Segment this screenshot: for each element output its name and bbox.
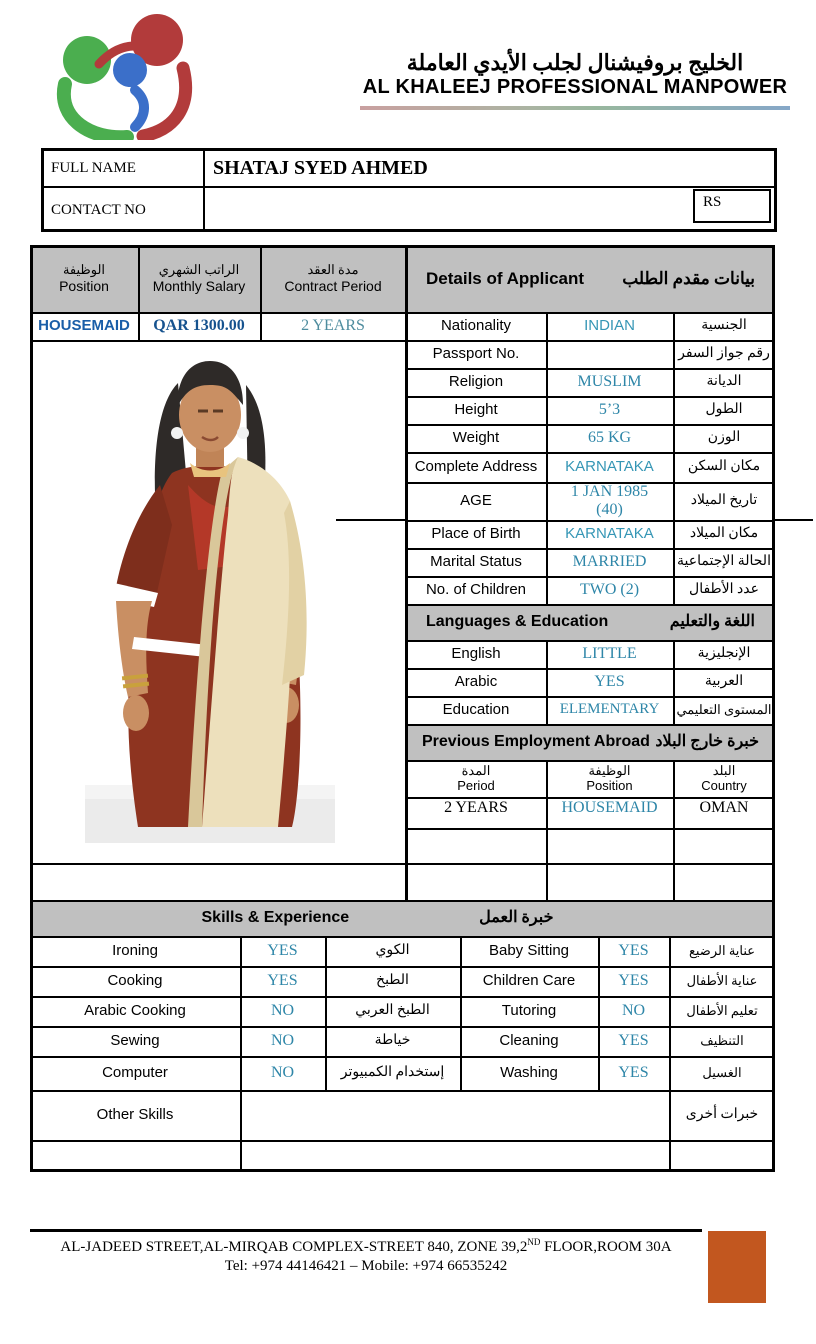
detail-label: Height <box>454 401 498 419</box>
detail-label-ar: مكان السكن <box>687 458 761 474</box>
education-value: ELEMENTARY <box>559 701 660 718</box>
detail-label-ar: الحالة الإجتماعية <box>677 553 771 569</box>
footer-orange-block <box>708 1231 766 1303</box>
skill-value: YES <box>267 971 298 989</box>
skill-value: NO <box>270 1063 295 1081</box>
skill-label-ar: إستخدام الكمبيوتر <box>340 1064 445 1080</box>
skill-value: NO <box>270 1031 295 1049</box>
footer-address-line: AL-JADEED STREET,AL-MIRQAB COMPLEX-STREET 840, ZONE 39,2ND FLOOR,ROOM 30A <box>60 1236 672 1255</box>
detail-label: Place of Birth <box>431 525 521 543</box>
detail-label-ar: رقم جواز السفر <box>678 345 770 361</box>
detail-label-ar: عدد الأطفال <box>689 581 759 597</box>
skill-label: Cleaning <box>499 1032 559 1050</box>
salary-header: الراتب الشهري Monthly Salary <box>152 261 246 294</box>
employment-col-position: الوظيفة Position <box>586 762 633 793</box>
education-label-ar: المستوى التعليمي <box>676 701 772 717</box>
agency-title-block <box>360 38 790 122</box>
employment-col-period: المدة Period <box>457 762 495 793</box>
skill-label-ar: عناية الأطفال <box>686 972 758 988</box>
employment-country: OMAN <box>699 799 749 816</box>
skills-header: Skills & Experience خبرة العمل <box>201 908 554 926</box>
language-label: English <box>451 645 501 663</box>
name-table-col-divider <box>203 148 205 232</box>
language-label-ar: الإنجليزية <box>697 645 751 661</box>
skill-label: Cooking <box>107 972 163 990</box>
detail-value: 5’3 <box>598 400 621 418</box>
detail-value: KARNATAKA <box>565 525 654 543</box>
detail-label: No. of Children <box>425 581 527 599</box>
language-label: Arabic <box>454 673 498 691</box>
skill-label: Ironing <box>112 942 158 960</box>
skill-label: Baby Sitting <box>488 942 570 960</box>
skill-value: YES <box>618 971 649 989</box>
skill-value: YES <box>618 1063 649 1081</box>
detail-label-ar: مكان الميلاد <box>689 525 759 541</box>
details-header: Details of Applicant بيانات مقدم الطلب <box>426 268 755 288</box>
full-name-value: SHATAJ SYED AHMED <box>213 156 428 179</box>
detail-label: Weight <box>452 429 500 447</box>
detail-value: INDIAN <box>584 317 635 335</box>
employment-col-country: البلد Country <box>701 762 747 793</box>
main-table-border <box>30 1169 775 1172</box>
contract-value: 2 YEARS <box>301 316 365 334</box>
detail-value <box>546 340 673 368</box>
detail-value: MARRIED <box>572 552 647 570</box>
detail-label: AGE <box>460 492 492 510</box>
employment-position: HOUSEMAID <box>561 799 658 816</box>
footer-divider <box>30 1229 702 1232</box>
name-table-row-divider <box>41 186 777 188</box>
skill-value: NO <box>270 1001 295 1019</box>
agency-title-arabic: الخليج بروفيشنال لجلب الأيدي العاملة <box>406 50 744 76</box>
title-underline <box>360 106 790 110</box>
employment-period: 2 YEARS <box>444 799 508 816</box>
contact-no-value <box>213 193 613 228</box>
other-skills-label-ar: خبرات أخرى <box>685 1106 759 1122</box>
rs-box: RS <box>693 189 771 223</box>
skill-label-ar: عناية الرضيع <box>688 942 756 958</box>
table-break-line-right <box>775 519 813 521</box>
detail-label-ar: الجنسية <box>701 317 747 333</box>
detail-value: 65 KG <box>587 428 632 446</box>
name-table-border <box>41 148 44 232</box>
table-break-line-left <box>336 519 406 521</box>
skill-label-ar: الكوي <box>375 942 410 958</box>
detail-label: Complete Address <box>414 458 538 476</box>
detail-label-ar: الديانة <box>706 373 742 389</box>
full-name-label: FULL NAME <box>51 159 136 176</box>
skill-value: YES <box>618 1031 649 1049</box>
footer-tel-line: Tel: +974 44146421 – Mobile: +974 66535242 <box>224 1257 508 1274</box>
skill-label: Sewing <box>110 1032 160 1050</box>
languages-header: Languages & Education اللغة والتعليم <box>426 612 755 630</box>
detail-label-ar: تاريخ الميلاد <box>690 492 758 508</box>
agency-title-english: AL KHALEEJ PROFESSIONAL MANPOWER <box>362 75 788 98</box>
detail-label: Passport No. <box>432 345 520 363</box>
applicant-photo <box>60 345 360 850</box>
name-table-border <box>41 148 777 151</box>
contract-header: مدة العقد Contract Period <box>284 261 382 294</box>
skill-label: Arabic Cooking <box>84 1002 186 1020</box>
skill-label: Computer <box>102 1064 168 1082</box>
skill-value: YES <box>618 941 649 959</box>
detail-value: MUSLIM <box>577 372 642 390</box>
position-value: HOUSEMAID <box>38 317 130 335</box>
skill-label-ar: خياطة <box>374 1032 411 1048</box>
detail-value: KARNATAKA <box>565 458 654 476</box>
employment-header: Previous Employment Abroad خبرة خارج البلاد <box>422 732 759 750</box>
detail-label-ar: الطول <box>705 401 743 417</box>
detail-label: Marital Status <box>430 553 522 571</box>
education-label: Education <box>442 701 510 719</box>
detail-label: Religion <box>448 373 504 391</box>
language-value: LITTLE <box>582 644 637 662</box>
skill-label-ar: الطبخ <box>376 972 409 988</box>
skill-label-ar: الغسيل <box>702 1064 742 1080</box>
salary-value: QAR 1300.00 <box>153 316 245 334</box>
skill-value: NO <box>621 1001 646 1019</box>
skill-label: Children Care <box>482 972 576 990</box>
other-skills-value <box>240 1090 669 1140</box>
skill-label: Washing <box>500 1064 558 1082</box>
footer-address-block <box>30 1234 702 1278</box>
other-skills-label: Other Skills <box>96 1106 174 1124</box>
skill-label-ar: تعليم الأطفال <box>686 1002 758 1018</box>
skill-value: YES <box>267 941 298 959</box>
detail-value: 1 JAN 1985 (40) <box>570 482 649 518</box>
skill-label-ar: الطبخ العربي <box>355 1002 430 1018</box>
detail-label-ar: الوزن <box>707 429 741 445</box>
detail-label: Nationality <box>440 317 512 335</box>
skill-label: Tutoring <box>501 1002 557 1020</box>
language-label-ar: العربية <box>704 673 744 689</box>
skill-label-ar: التنظيف <box>700 1032 744 1048</box>
name-table-border <box>774 148 777 232</box>
detail-value: TWO (2) <box>579 580 640 598</box>
position-header: الوظيفة Position <box>59 261 109 294</box>
agency-people-logo-icon <box>35 8 205 140</box>
name-table-border <box>41 229 777 232</box>
contact-no-label: CONTACT NO <box>51 201 146 218</box>
language-value: YES <box>594 672 625 690</box>
